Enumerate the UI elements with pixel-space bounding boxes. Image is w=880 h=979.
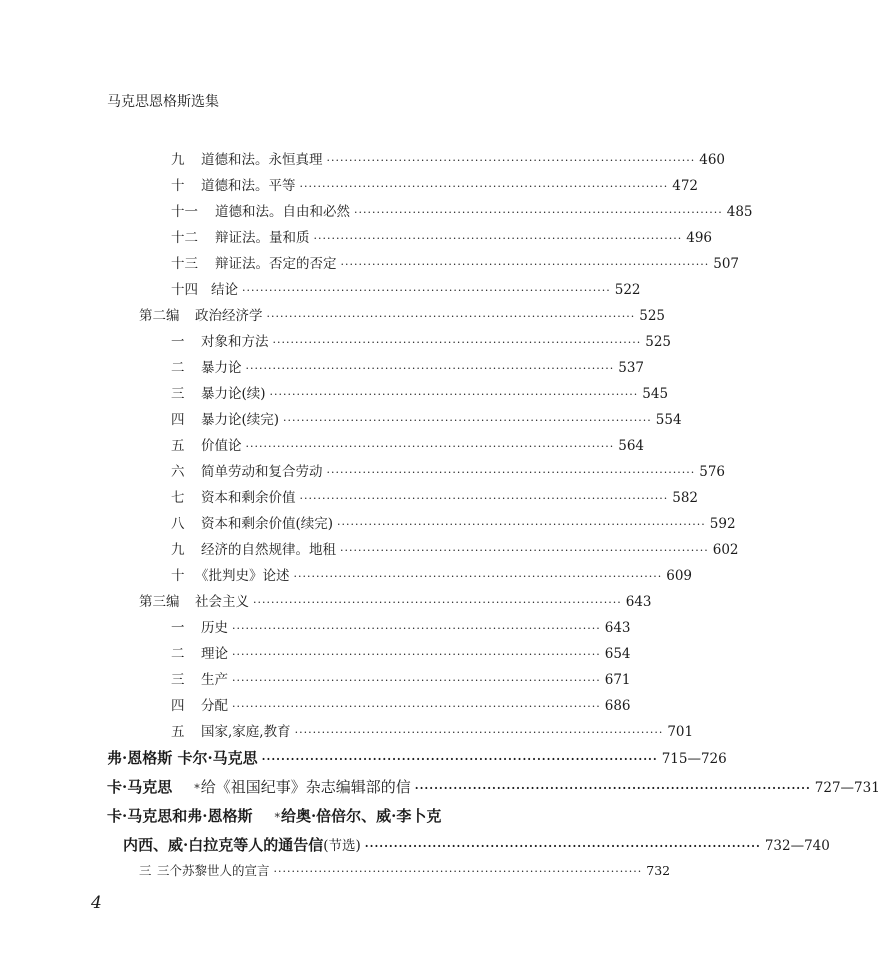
chapter-number: 十四 [171, 282, 198, 298]
chapter-number: 二 [171, 360, 185, 376]
page-number: 472 [672, 178, 699, 194]
section-title: 三个苏黎世人的宣言 [157, 863, 270, 878]
chapter-number: 十三 [171, 256, 198, 272]
toc-part-2[interactable] [139, 304, 666, 324]
leader-dots: ·················································································· [354, 206, 723, 219]
work-title-line-1: 给奥·倍倍尔、威·李卜克 [280, 807, 442, 825]
chapter-number: 七 [171, 490, 185, 506]
chapter-title: 国家,家庭,教育 [201, 724, 291, 740]
leader-dots: ·················································································· [272, 336, 642, 349]
leader-dots: ·················································································· [299, 492, 669, 505]
chapter-number: 三 [171, 386, 185, 402]
toc-entry[interactable] [171, 720, 694, 740]
chapter-title: 分配 [201, 698, 228, 714]
toc-entry[interactable] [171, 408, 682, 428]
leader-dots: ·················································································· [242, 284, 611, 297]
chapter-number: 五 [171, 724, 185, 740]
toc-entry[interactable] [171, 148, 726, 168]
page-number: 525 [645, 334, 672, 350]
part-title: 社会主义 [195, 594, 249, 610]
chapter-number: 一 [171, 334, 185, 350]
chapter-number: 十 [171, 178, 185, 194]
leader-dots: ·················································································· [340, 544, 709, 557]
page-number: 525 [639, 308, 666, 324]
leader-dots: ·················································································· [337, 518, 706, 531]
chapter-title: 对象和方法 [201, 334, 269, 350]
chapter-title: 辩证法。否定的否定 [215, 256, 337, 272]
leader-dots: ·················································································· [364, 840, 761, 853]
toc-part-3[interactable] [139, 590, 652, 610]
work-author: 卡·马克思和弗·恩格斯 [107, 807, 253, 825]
chapter-title: 《批判史》论述 [195, 568, 290, 584]
toc-entry[interactable] [171, 616, 631, 636]
toc-work[interactable] [107, 776, 880, 798]
leader-dots: ·················································································· [293, 570, 663, 583]
leader-dots: ·················································································· [266, 310, 636, 323]
page-number: 564 [618, 438, 645, 454]
toc-entry[interactable] [171, 200, 753, 220]
chapter-title: 道德和法。平等 [201, 178, 296, 194]
chapter-number: 一 [171, 620, 185, 636]
chapter-number: 五 [171, 438, 185, 454]
chapter-title: 暴力论(续完) [201, 412, 280, 428]
page-number: 554 [655, 412, 682, 428]
part-title: 政治经济学 [195, 308, 263, 324]
leader-dots: ·················································································· [283, 414, 652, 427]
toc-entry[interactable] [171, 382, 669, 402]
page-number: 609 [666, 568, 693, 584]
leader-dots: ·················································································· [414, 782, 811, 795]
page-number: 522 [614, 282, 641, 298]
chapter-title: 资本和剩余价值 [201, 490, 296, 506]
leader-dots: ·················································································· [269, 388, 639, 401]
chapter-title: 辩证法。量和质 [215, 230, 310, 246]
page-folio: 4 [91, 893, 102, 913]
leader-dots: ·················································································· [299, 180, 669, 193]
chapter-number: 六 [171, 464, 185, 480]
work-title-line-2: 内西、威·白拉克等人的通告信 [123, 836, 324, 854]
page-number: 732—740 [764, 838, 830, 854]
page-number: 715—726 [661, 751, 727, 767]
leader-dots: ·················································································· [253, 596, 622, 609]
toc-entry[interactable] [171, 538, 739, 558]
chapter-number: 九 [171, 542, 185, 558]
work-title: 弗·恩格斯 卡尔·马克思 [107, 749, 258, 767]
toc-work[interactable] [107, 747, 727, 769]
chapter-number: 十 [171, 568, 185, 584]
running-head: 马克思恩格斯选集 [107, 94, 219, 110]
page-number: 732 [646, 863, 671, 878]
toc-entry[interactable] [171, 460, 726, 480]
chapter-title: 暴力论 [201, 360, 242, 376]
toc-entry[interactable] [171, 330, 672, 350]
page-number: 671 [604, 672, 631, 688]
leader-dots: ·················································································· [273, 865, 643, 878]
chapter-title: 暴力论(续) [201, 386, 266, 402]
page-number: 727—731 [814, 780, 880, 796]
leader-dots: ·················································································· [261, 753, 658, 766]
section-number: 三 [139, 863, 152, 878]
toc-work-line-1[interactable] [107, 805, 574, 827]
star-mark: * [274, 811, 280, 824]
page-number: 582 [672, 490, 699, 506]
chapter-title: 经济的自然规律。地租 [201, 542, 336, 558]
page-number: 496 [686, 230, 713, 246]
chapter-number: 四 [171, 698, 185, 714]
work-author: 卡·马克思 [107, 778, 173, 796]
toc-entry[interactable] [171, 434, 645, 454]
toc-entry[interactable] [171, 356, 645, 376]
chapter-number: 九 [171, 152, 185, 168]
chapter-title: 资本和剩余价值(续完) [201, 516, 334, 532]
page-number: 576 [699, 464, 726, 480]
toc-entry[interactable] [171, 486, 699, 506]
toc-entry[interactable] [171, 512, 736, 532]
leader-dots: ·················································································· [232, 700, 601, 713]
leader-dots: ·················································································· [245, 362, 615, 375]
toc-entry[interactable] [171, 174, 699, 194]
chapter-number: 二 [171, 646, 185, 662]
page-number: 643 [604, 620, 631, 636]
toc-entry[interactable] [171, 226, 713, 246]
page-number: 507 [713, 256, 740, 272]
page-number: 602 [712, 542, 739, 558]
part-number: 第二编 [139, 308, 180, 324]
page-number: 460 [699, 152, 726, 168]
chapter-number: 八 [171, 516, 185, 532]
page-number: 701 [667, 724, 694, 740]
chapter-title: 结论 [211, 282, 238, 298]
work-title: 给《祖国纪事》杂志编辑部的信 [200, 778, 411, 796]
toc-entry[interactable] [171, 694, 631, 714]
leader-dots: ·················································································· [232, 648, 601, 661]
leader-dots: ·················································································· [326, 466, 696, 479]
chapter-title: 道德和法。自由和必然 [215, 204, 350, 220]
chapter-title: 历史 [201, 620, 228, 636]
toc-section[interactable] [139, 861, 671, 881]
leader-dots: ·················································································· [294, 726, 664, 739]
page-number: 485 [726, 204, 753, 220]
chapter-title: 价值论 [201, 438, 242, 454]
leader-dots: ·················································································· [232, 674, 601, 687]
page-number: 592 [709, 516, 736, 532]
page-number: 686 [604, 698, 631, 714]
star-mark: * [194, 782, 200, 795]
toc-entry[interactable] [171, 668, 631, 688]
leader-dots: ·················································································· [326, 154, 696, 167]
chapter-number: 十一 [171, 204, 198, 220]
toc-work-line-2[interactable] [123, 834, 830, 856]
page-number: 537 [618, 360, 645, 376]
chapter-title: 简单劳动和复合劳动 [201, 464, 323, 480]
leader-dots: ·················································································· [245, 440, 615, 453]
chapter-number: 四 [171, 412, 185, 428]
chapter-number: 三 [171, 672, 185, 688]
toc-entry[interactable] [171, 642, 631, 662]
chapter-title: 理论 [201, 646, 228, 662]
page-number: 654 [604, 646, 631, 662]
part-number: 第三编 [139, 594, 180, 610]
toc-entry[interactable] [171, 252, 740, 272]
chapter-title: 生产 [201, 672, 228, 688]
chapter-number: 十二 [171, 230, 198, 246]
page-number: 643 [625, 594, 652, 610]
leader-dots: ·················································································· [313, 232, 683, 245]
leader-dots: ·················································································· [232, 622, 601, 635]
chapter-title: 道德和法。永恒真理 [201, 152, 323, 168]
leader-dots: ·················································································· [340, 258, 710, 271]
page-number: 545 [642, 386, 669, 402]
work-note: (节选) [323, 838, 361, 854]
toc-entry[interactable] [171, 278, 641, 298]
toc-entry[interactable] [171, 564, 693, 584]
